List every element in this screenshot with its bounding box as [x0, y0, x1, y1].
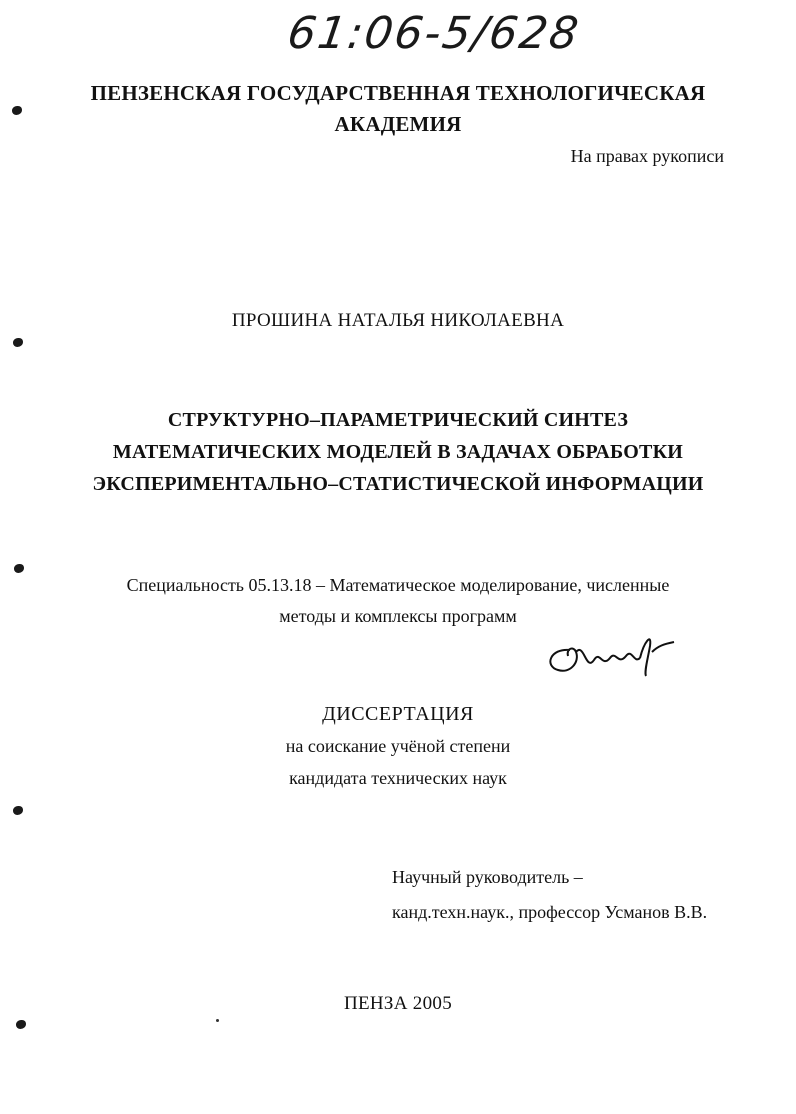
supervisor-line-1: Научный руководитель –	[392, 867, 583, 887]
speciality-line-1: Специальность 05.13.18 – Математическое моделирование, численные	[126, 575, 670, 595]
dissertation-title	[0, 404, 796, 500]
degree-title: ДИССЕРТАЦИЯ	[322, 703, 474, 725]
scan-speck-5	[16, 1020, 26, 1029]
supervisor-line-2: канд.техн.наук., профессор Усманов В.В.	[392, 902, 708, 922]
degree-line-1: на соискание учёной степени	[285, 736, 511, 756]
city-year: ПЕНЗА 2005	[343, 993, 453, 1014]
author-name: ПРОШИНА НАТАЛЬЯ НИКОЛАЕВНА	[231, 310, 565, 331]
title-line-2: МАТЕМАТИЧЕСКИХ МОДЕЛЕЙ В ЗАДАЧАХ ОБРАБОТКИ	[112, 441, 684, 463]
title-line-3: ЭКСПЕРИМЕНТАЛЬНО–СТАТИСТИЧЕСКОЙ ИНФОРМАЦИИ	[92, 473, 704, 495]
supervisor-block	[392, 860, 707, 930]
degree-line-2: кандидата технических наук	[289, 768, 507, 788]
scan-speck-2	[13, 338, 23, 347]
scan-speck-4	[13, 806, 23, 815]
institution-line-1: ПЕНЗЕНСКАЯ ГОСУДАРСТВЕННАЯ ТЕХНОЛОГИЧЕСКАЯ	[90, 81, 706, 105]
institution-name	[0, 78, 796, 140]
signature-icon	[540, 622, 680, 682]
archive-code-handwritten: 61:06-5/628	[284, 8, 584, 59]
speciality-line-2: методы и комплексы программ	[279, 606, 517, 626]
rights-note: На правах рукописи	[570, 146, 724, 166]
scan-dot	[216, 1019, 219, 1022]
title-line-1: СТРУКТУРНО–ПАРАМЕТРИЧЕСКИЙ СИНТЕЗ	[167, 409, 629, 431]
institution-line-2: АКАДЕМИЯ	[334, 112, 462, 136]
degree-block	[0, 698, 796, 794]
